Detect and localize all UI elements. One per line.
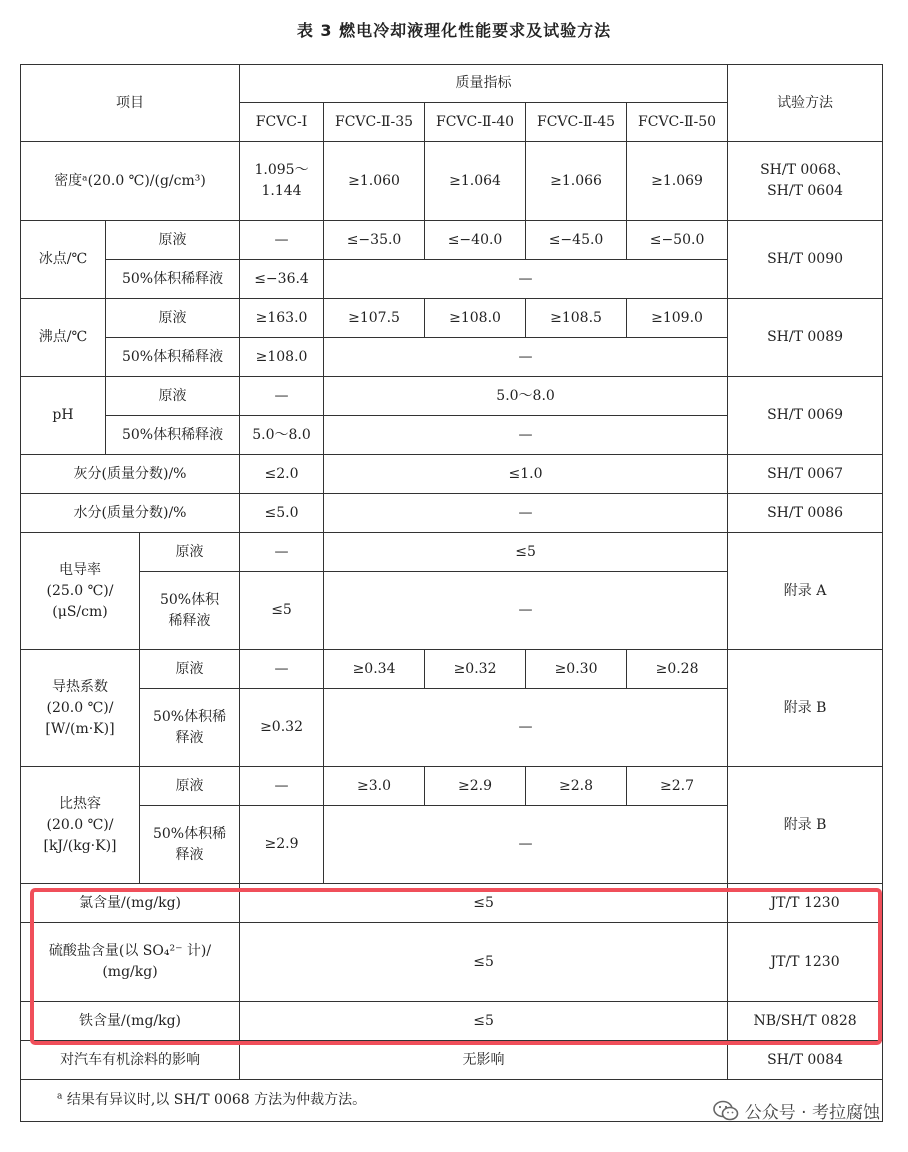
thermal-method: 附录 B: [728, 650, 883, 767]
boil-diluted-rest: —: [324, 338, 728, 377]
grade-header: FCVC-Ⅱ-50: [627, 103, 728, 142]
watermark-text: 公众号 · 考拉腐蚀: [744, 1103, 880, 1123]
conductivity-diluted-value: ≤5: [240, 572, 324, 650]
boil-value: ≥163.0: [240, 299, 324, 338]
freeze-value: ≤−40.0: [425, 221, 526, 260]
ash-method: SH/T 0067: [728, 455, 883, 494]
boil-sub-neat: 原液: [106, 299, 240, 338]
thermal-value: ≥0.32: [425, 650, 526, 689]
boil-value: ≥108.5: [526, 299, 627, 338]
footnote-mark: a: [57, 1091, 63, 1102]
ash-value-1: ≤2.0: [240, 455, 324, 494]
boil-value: ≥108.0: [425, 299, 526, 338]
conductivity-value: —: [240, 533, 324, 572]
water-method: SH/T 0086: [728, 494, 883, 533]
freeze-diluted-value: ≤−36.4: [240, 260, 324, 299]
conductivity-method: 附录 A: [728, 533, 883, 650]
thermal-value: ≥0.34: [324, 650, 425, 689]
boil-label: 沸点/℃: [21, 299, 106, 377]
ph-label: pH: [21, 377, 106, 455]
heatcap-value: —: [240, 767, 324, 806]
density-value-4: ≥1.066: [526, 142, 627, 221]
density-label: 密度ᵃ(20.0 ℃)/(g/cm³): [21, 142, 240, 221]
thermal-sub-neat: 原液: [140, 650, 240, 689]
ph-diluted-value: 5.0～8.0: [240, 416, 324, 455]
density-method: SH/T 0068、 SH/T 0604: [728, 142, 883, 221]
water-value-2: —: [324, 494, 728, 533]
ph-sub-diluted: 50%体积稀释液: [106, 416, 240, 455]
wechat-icon: [713, 1100, 739, 1122]
ph-diluted-rest: —: [324, 416, 728, 455]
freeze-sub-diluted: 50%体积稀释液: [106, 260, 240, 299]
boil-value: ≥109.0: [627, 299, 728, 338]
ph-method: SH/T 0069: [728, 377, 883, 455]
density-value-3: ≥1.064: [425, 142, 526, 221]
sulfate-method: JT/T 1230: [728, 923, 883, 1002]
thermal-label: 导热系数 (20.0 ℃)/ [W/(m·K)]: [21, 650, 140, 767]
conductivity-label: 电导率 (25.0 ℃)/ (μS/cm): [21, 533, 140, 650]
density-value-5: ≥1.069: [627, 142, 728, 221]
boil-diluted-value: ≥108.0: [240, 338, 324, 377]
ash-label: 灰分(质量分数)/%: [21, 455, 240, 494]
thermal-diluted-rest: —: [324, 689, 728, 767]
ph-value: —: [240, 377, 324, 416]
ash-value-2: ≤1.0: [324, 455, 728, 494]
conductivity-sub-diluted: 50%体积 稀释液: [140, 572, 240, 650]
heatcap-diluted-rest: —: [324, 806, 728, 884]
heatcap-method: 附录 B: [728, 767, 883, 884]
table-title: 表 3 燃电冷却液理化性能要求及试验方法: [296, 21, 612, 40]
sulfate-value: ≤5: [240, 923, 728, 1002]
heatcap-label: 比热容 (20.0 ℃)/ [kJ/(kg·K)]: [21, 767, 140, 884]
grade-header: FCVC-Ⅰ: [240, 103, 324, 142]
heatcap-value: ≥2.7: [627, 767, 728, 806]
grade-header: FCVC-Ⅱ-40: [425, 103, 526, 142]
paint-value: 无影响: [240, 1041, 728, 1080]
header-item: 项目: [21, 65, 240, 142]
grade-header: FCVC-Ⅱ-35: [324, 103, 425, 142]
iron-method: NB/SH/T 0828: [728, 1002, 883, 1041]
header-quality: 质量指标: [240, 65, 728, 103]
chloride-method: JT/T 1230: [728, 884, 883, 923]
chloride-value: ≤5: [240, 884, 728, 923]
heatcap-value: ≥2.9: [425, 767, 526, 806]
thermal-value: ≥0.28: [627, 650, 728, 689]
density-value-1: 1.095～ 1.144: [240, 142, 324, 221]
thermal-value: ≥0.30: [526, 650, 627, 689]
freeze-diluted-rest: —: [324, 260, 728, 299]
thermal-diluted-value: ≥0.32: [240, 689, 324, 767]
ph-value-range: 5.0～8.0: [324, 377, 728, 416]
footnote-text: 结果有异议时,以 SH/T 0068 方法为仲裁方法。: [66, 1092, 367, 1108]
boil-value: ≥107.5: [324, 299, 425, 338]
grade-header: FCVC-Ⅱ-45: [526, 103, 627, 142]
freeze-value: ≤−35.0: [324, 221, 425, 260]
density-value-2: ≥1.060: [324, 142, 425, 221]
chloride-label: 氯含量/(mg/kg): [21, 884, 240, 923]
freeze-value: ≤−50.0: [627, 221, 728, 260]
heatcap-sub-neat: 原液: [140, 767, 240, 806]
freeze-value: ≤−45.0: [526, 221, 627, 260]
iron-value: ≤5: [240, 1002, 728, 1041]
water-value-1: ≤5.0: [240, 494, 324, 533]
sulfate-label: 硫酸盐含量(以 SO₄²⁻ 计)/ (mg/kg): [21, 923, 240, 1002]
conductivity-diluted-rest: —: [324, 572, 728, 650]
iron-label: 铁含量/(mg/kg): [21, 1002, 240, 1041]
conductivity-sub-neat: 原液: [140, 533, 240, 572]
heatcap-value: ≥2.8: [526, 767, 627, 806]
water-label: 水分(质量分数)/%: [21, 494, 240, 533]
paint-label: 对汽车有机涂料的影响: [21, 1041, 240, 1080]
thermal-sub-diluted: 50%体积稀 释液: [140, 689, 240, 767]
conductivity-value-range: ≤5: [324, 533, 728, 572]
coolant-spec-table: [20, 64, 883, 1122]
freeze-sub-neat: 原液: [106, 221, 240, 260]
heatcap-sub-diluted: 50%体积稀 释液: [140, 806, 240, 884]
freeze-label: 冰点/℃: [21, 221, 106, 299]
boil-method: SH/T 0089: [728, 299, 883, 377]
freeze-value: —: [240, 221, 324, 260]
boil-sub-diluted: 50%体积稀释液: [106, 338, 240, 377]
ph-sub-neat: 原液: [106, 377, 240, 416]
heatcap-diluted-value: ≥2.9: [240, 806, 324, 884]
paint-method: SH/T 0084: [728, 1041, 883, 1080]
header-method: 试验方法: [728, 65, 883, 142]
watermark: [713, 1098, 880, 1123]
freeze-method: SH/T 0090: [728, 221, 883, 299]
thermal-value: —: [240, 650, 324, 689]
heatcap-value: ≥3.0: [324, 767, 425, 806]
